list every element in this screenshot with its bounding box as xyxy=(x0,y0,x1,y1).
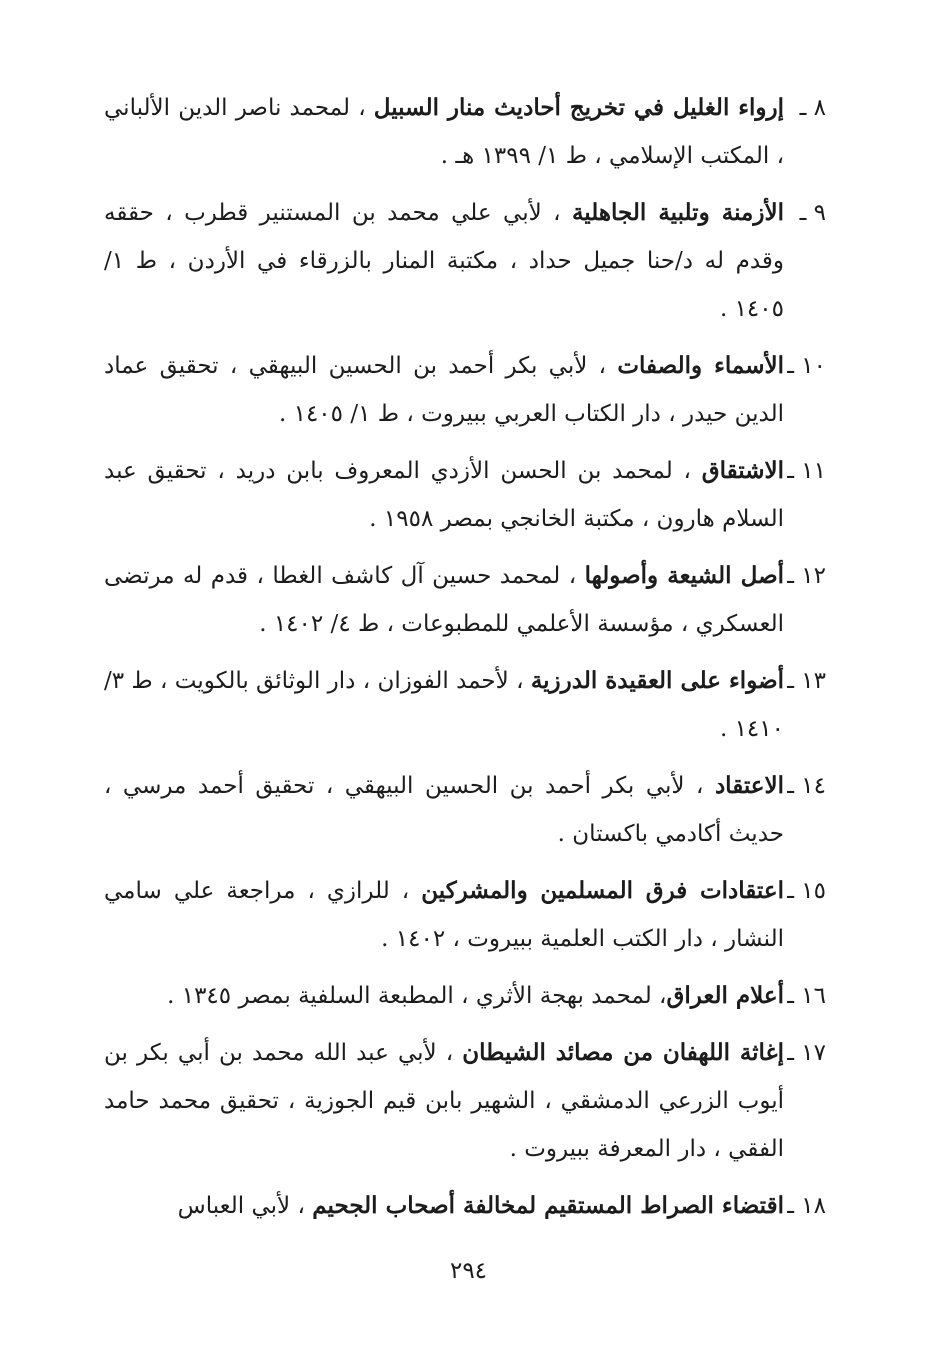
bibliography-entry-14 xyxy=(104,762,826,858)
entry-title: أعلام العراق xyxy=(666,982,784,1009)
entry-title: الأزمنة وتلبية الجاهلية xyxy=(571,199,784,226)
entry-number: ١٤ ـ xyxy=(787,773,826,799)
entry-title: اعتقادات فرق المسلمين والمشركين xyxy=(421,877,784,904)
entry-details: ، لمحمد بن الحسن الأزدي المعروف بابن دريد ، تحقيق عبد السلام هارون ، مكتبة الخانجي بمصر ١٩٥٨ . xyxy=(104,458,784,532)
bibliography-list xyxy=(104,84,826,1239)
bibliography-entry-17 xyxy=(104,1029,826,1173)
entry-details: ، لمحمد حسين آل كاشف الغطا ، قدم له مرتضى العسكري ، مؤسسة الأعلمي للمطبوعات ، ط ٤/ ١٤٠٢ . xyxy=(104,563,784,637)
page-number: ٢٩٤ xyxy=(449,1258,488,1284)
entry-title: أصل الشيعة وأصولها xyxy=(584,562,785,589)
entry-details: ، لأبي بكر أحمد بن الحسين البيهقي ، تحقيق أحمد مرسي ، حديث أكادمي باكستان . xyxy=(104,773,784,847)
entry-number: ١٦ ـ xyxy=(787,983,826,1009)
entry-number: ١٠ ـ xyxy=(787,353,826,379)
entry-details: ، لأبي علي محمد بن المستنير قطرب ، حققه وقدم له د/حنا جميل حداد ، مكتبة المنار بالزرقاء في الأردن ، ط ١/ ١٤٠٥ . xyxy=(104,200,784,322)
entry-details: ، للرازي ، مراجعة علي سامي النشار ، دار الكتب العلمية ببيروت ، ١٤٠٢ . xyxy=(104,878,784,952)
entry-number: ٨ ـ xyxy=(799,95,826,121)
bibliography-entry-15 xyxy=(104,867,826,963)
entry-title: الاشتقاق xyxy=(701,457,784,484)
entry-details: ، لأبي العباس xyxy=(177,1193,313,1219)
bibliography-entry-12 xyxy=(104,552,826,648)
bibliography-entry-11 xyxy=(104,447,826,543)
entry-number: ١٥ ـ xyxy=(787,878,826,904)
entry-details: ، لأبي بكر أحمد بن الحسين البيهقي ، تحقيق عماد الدين حيدر ، دار الكتاب العربي ببيروت ، ط ١/ ١٤٠٥ . xyxy=(104,353,784,427)
entry-details: ، لمحمد بهجة الأثري ، المطبعة السلفية بمصر ١٣٤٥ . xyxy=(167,983,667,1009)
entry-title: اقتضاء الصراط المستقيم لمخالفة أصحاب الجحيم xyxy=(312,1192,784,1219)
bibliography-entry-10 xyxy=(104,342,826,438)
bibliography-entry-16 xyxy=(104,972,826,1020)
entry-title: إرواء الغليل في تخريج أحاديث منار السبيل xyxy=(373,94,784,121)
entry-title: أضواء على العقيدة الدرزية xyxy=(530,667,784,694)
entry-number: ١٧ ـ xyxy=(787,1040,826,1066)
entry-number: ١١ ـ xyxy=(787,458,826,484)
entry-title: الاعتقاد xyxy=(714,772,784,799)
entry-details: ، لمحمد ناصر الدين الألباني ، المكتب الإسلامي ، ط ١/ ١٣٩٩ هـ . xyxy=(104,95,784,169)
entry-details: ، لأبي عبد الله محمد بن أبي بكر بن أيوب الزرعي الدمشقي ، الشهير بابن قيم الجوزية ، تحقيق محمد حامد الفقي ، دار المعرفة ببيروت . xyxy=(104,1040,784,1162)
entry-title: إغاثة اللهفان من مصائد الشيطان xyxy=(462,1039,784,1066)
entry-details: ، لأحمد الفوزان ، دار الوثائق بالكويت ، ط ٣/ ١٤١٠ . xyxy=(104,668,784,742)
bibliography-entry-8 xyxy=(104,84,826,180)
bibliography-entry-13 xyxy=(104,657,826,753)
entry-number: ١٨ ـ xyxy=(787,1193,826,1219)
entry-number: ١٢ ـ xyxy=(787,563,826,589)
entry-number: ٩ ـ xyxy=(799,200,826,226)
entry-title: الأسماء والصفات xyxy=(617,352,784,379)
entry-number: ١٣ ـ xyxy=(787,668,826,694)
bibliography-entry-9 xyxy=(104,189,826,333)
bibliography-entry-18 xyxy=(104,1182,826,1230)
